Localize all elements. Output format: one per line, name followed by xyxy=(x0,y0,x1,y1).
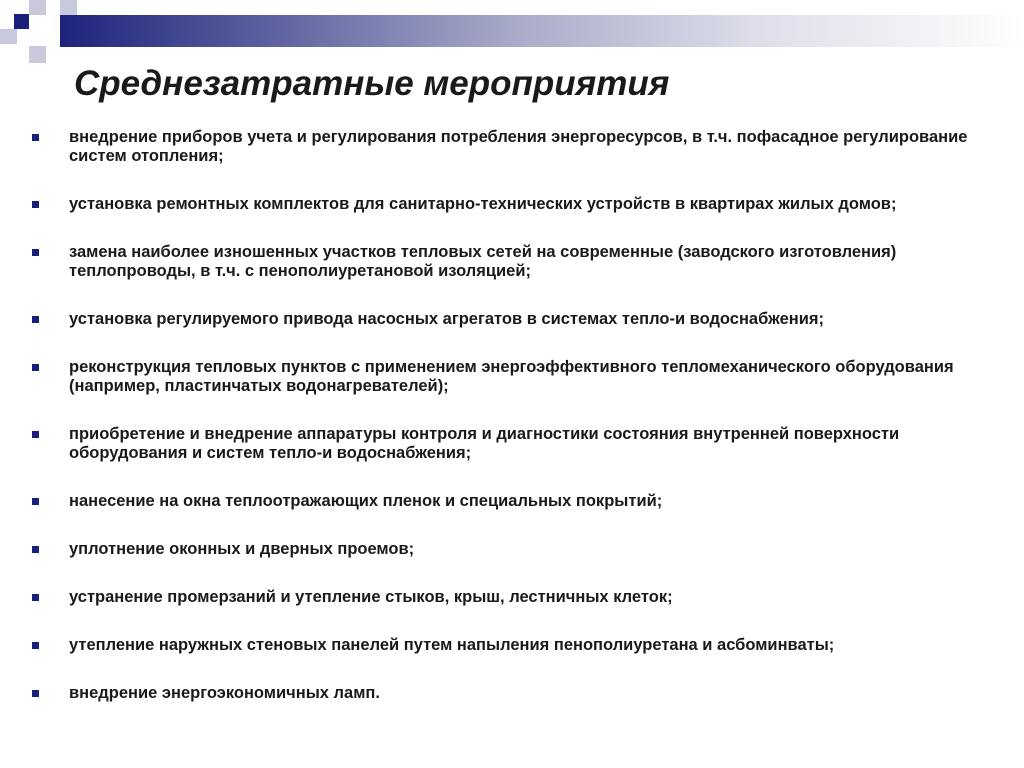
square-bullet-icon xyxy=(32,498,39,505)
list-item xyxy=(30,425,1005,463)
bullet-list xyxy=(30,128,1005,732)
decorative-square xyxy=(29,0,46,15)
square-bullet-icon xyxy=(32,546,39,553)
square-bullet-icon xyxy=(32,316,39,323)
list-item-text: приобретение и внедрение аппаратуры контроля и диагностики состояния внутренней поверхности оборудования и систем тепло-и водоснабжения; xyxy=(69,425,900,462)
square-bullet-icon xyxy=(32,690,39,697)
square-bullet-icon xyxy=(32,249,39,256)
list-item xyxy=(30,684,1005,703)
list-item-text: замена наиболее изношенных участков тепловых сетей на современные (заводского изготовления) теплопроводы, в т.ч. с пенополиуретановой изоляцией; xyxy=(69,243,897,280)
list-item-text: внедрение энергоэкономичных ламп. xyxy=(69,684,380,702)
list-item-text: утепление наружных стеновых панелей путем напыления пенополиуретана и асбоминваты; xyxy=(69,636,835,654)
decorative-square xyxy=(46,15,60,47)
square-bullet-icon xyxy=(32,134,39,141)
decorative-square xyxy=(0,29,17,44)
list-item xyxy=(30,195,1005,214)
header-gradient-band xyxy=(48,15,1024,47)
list-item-text: реконструкция тепловых пунктов с применением энергоэффективного тепломеханического оборудования (например, пластинчатых водонагревателей); xyxy=(69,358,954,395)
list-item-text: нанесение на окна теплоотражающих пленок и специальных покрытий; xyxy=(69,492,663,510)
square-bullet-icon xyxy=(32,642,39,649)
decorative-square xyxy=(14,14,29,29)
list-item xyxy=(30,588,1005,607)
square-bullet-icon xyxy=(32,431,39,438)
list-item-text: уплотнение оконных и дверных проемов; xyxy=(69,540,415,558)
list-item-text: устранение промерзаний и утепление стыков, крыш, лестничных клеток; xyxy=(69,588,673,606)
square-bullet-icon xyxy=(32,364,39,371)
list-item xyxy=(30,128,1005,166)
list-item xyxy=(30,310,1005,329)
list-item xyxy=(30,492,1005,511)
slide-title: Среднезатратные мероприятия xyxy=(74,64,670,103)
decorative-square xyxy=(60,0,77,15)
list-item xyxy=(30,358,1005,396)
list-item-text: установка ремонтных комплектов для санитарно-технических устройств в квартирах жилых домов; xyxy=(69,195,897,213)
square-bullet-icon xyxy=(32,594,39,601)
list-item xyxy=(30,243,1005,281)
list-item xyxy=(30,540,1005,559)
list-item xyxy=(30,636,1005,655)
list-item-text: внедрение приборов учета и регулирования потребления энергоресурсов, в т.ч. пофасадное регулирование систем отопления; xyxy=(69,128,968,165)
square-bullet-icon xyxy=(32,201,39,208)
decorative-square xyxy=(29,46,46,63)
list-item-text: установка регулируемого привода насосных агрегатов в системах тепло-и водоснабжения; xyxy=(69,310,824,328)
